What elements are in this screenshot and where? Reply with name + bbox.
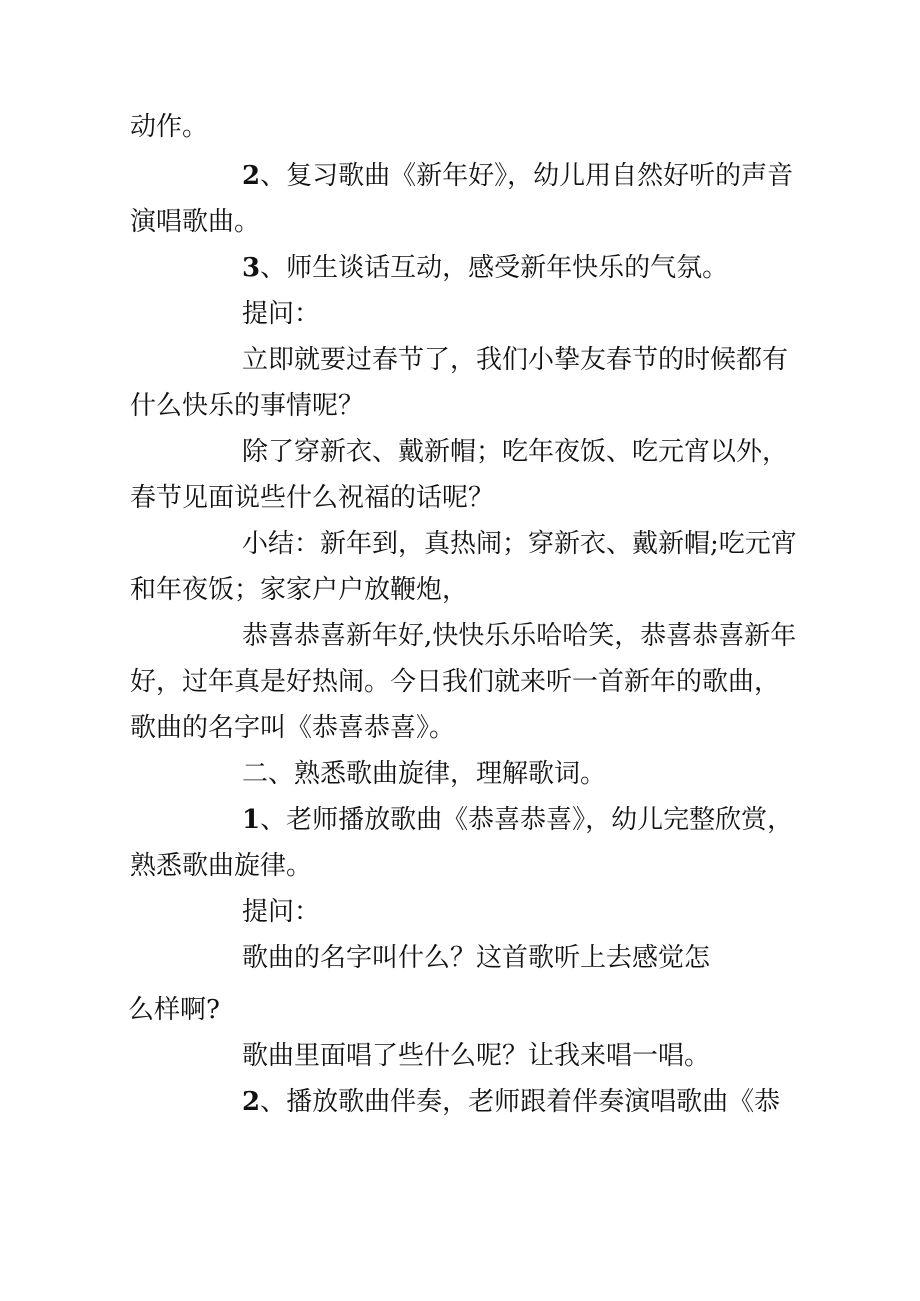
text-line: 春节见面说些什么祝福的话呢？ — [130, 483, 495, 513]
paragraph — [130, 521, 810, 613]
text-line: 1、老师播放歌曲《恭喜恭喜》，幼儿完整欣赏， — [242, 805, 794, 835]
text-line: 立即就要过春节了，我们小挚友春节的时候都有 — [242, 345, 789, 375]
text-line: 好，过年真是好热闹。今日我们就来听一首新年的歌曲， — [130, 667, 781, 697]
list-number: 2 — [242, 1087, 261, 1117]
text-line: 熟悉歌曲旋律。 — [130, 851, 313, 881]
text-line: 歌曲里面唱了些什么呢？让我来唱一唱。 — [242, 1041, 711, 1071]
text-line: 恭喜恭喜新年好,快快乐乐哈哈笑，恭喜恭喜新年 — [242, 621, 797, 651]
text-line: 动作。 — [130, 112, 209, 142]
text-line: 歌曲的名字叫《恭喜恭喜》。 — [130, 713, 456, 743]
paragraph — [130, 337, 810, 429]
text-line: 除了穿新衣、戴新帽；吃年夜饭、吃元宵以外， — [242, 437, 789, 467]
text-line: 和年夜饭；家家户户放鞭炮， — [130, 575, 469, 605]
paragraph — [130, 797, 810, 889]
list-number: 1 — [242, 805, 261, 835]
paragraph — [130, 104, 810, 150]
paragraph — [130, 889, 810, 935]
paragraph — [130, 987, 810, 1033]
text-line: 提问： — [242, 299, 321, 329]
document-body — [130, 104, 810, 1125]
text-line: 2、播放歌曲伴奏，老师跟着伴奏演唱歌曲《恭 — [242, 1087, 781, 1117]
text-line: 3、师生谈话互动，感受新年快乐的气氛。 — [242, 253, 729, 283]
paragraph — [130, 1033, 810, 1079]
paragraph — [130, 1079, 810, 1125]
paragraph — [130, 245, 810, 291]
text-line: 小结：新年到，真热闹；穿新衣、戴新帽;吃元宵 — [242, 529, 797, 559]
text-line: 什么快乐的事情呢？ — [130, 391, 365, 421]
text-line: 么样啊? — [128, 995, 220, 1025]
list-number: 3 — [242, 253, 261, 283]
paragraph — [130, 429, 810, 521]
paragraph — [130, 613, 810, 751]
paragraph — [130, 153, 810, 245]
text-line: 提问： — [242, 897, 321, 927]
text-line: 歌曲的名字叫什么？这首歌听上去感觉怎 — [242, 943, 711, 973]
list-number: 2 — [242, 161, 261, 191]
text-line: 演唱歌曲。 — [130, 207, 261, 237]
paragraph — [130, 751, 810, 797]
paragraph — [130, 291, 810, 337]
text-line: 2、复习歌曲《新年好》，幼儿用自然好听的声音 — [242, 161, 794, 191]
section-heading: 二、熟悉歌曲旋律，理解歌词。 — [242, 759, 607, 789]
paragraph — [130, 935, 810, 981]
